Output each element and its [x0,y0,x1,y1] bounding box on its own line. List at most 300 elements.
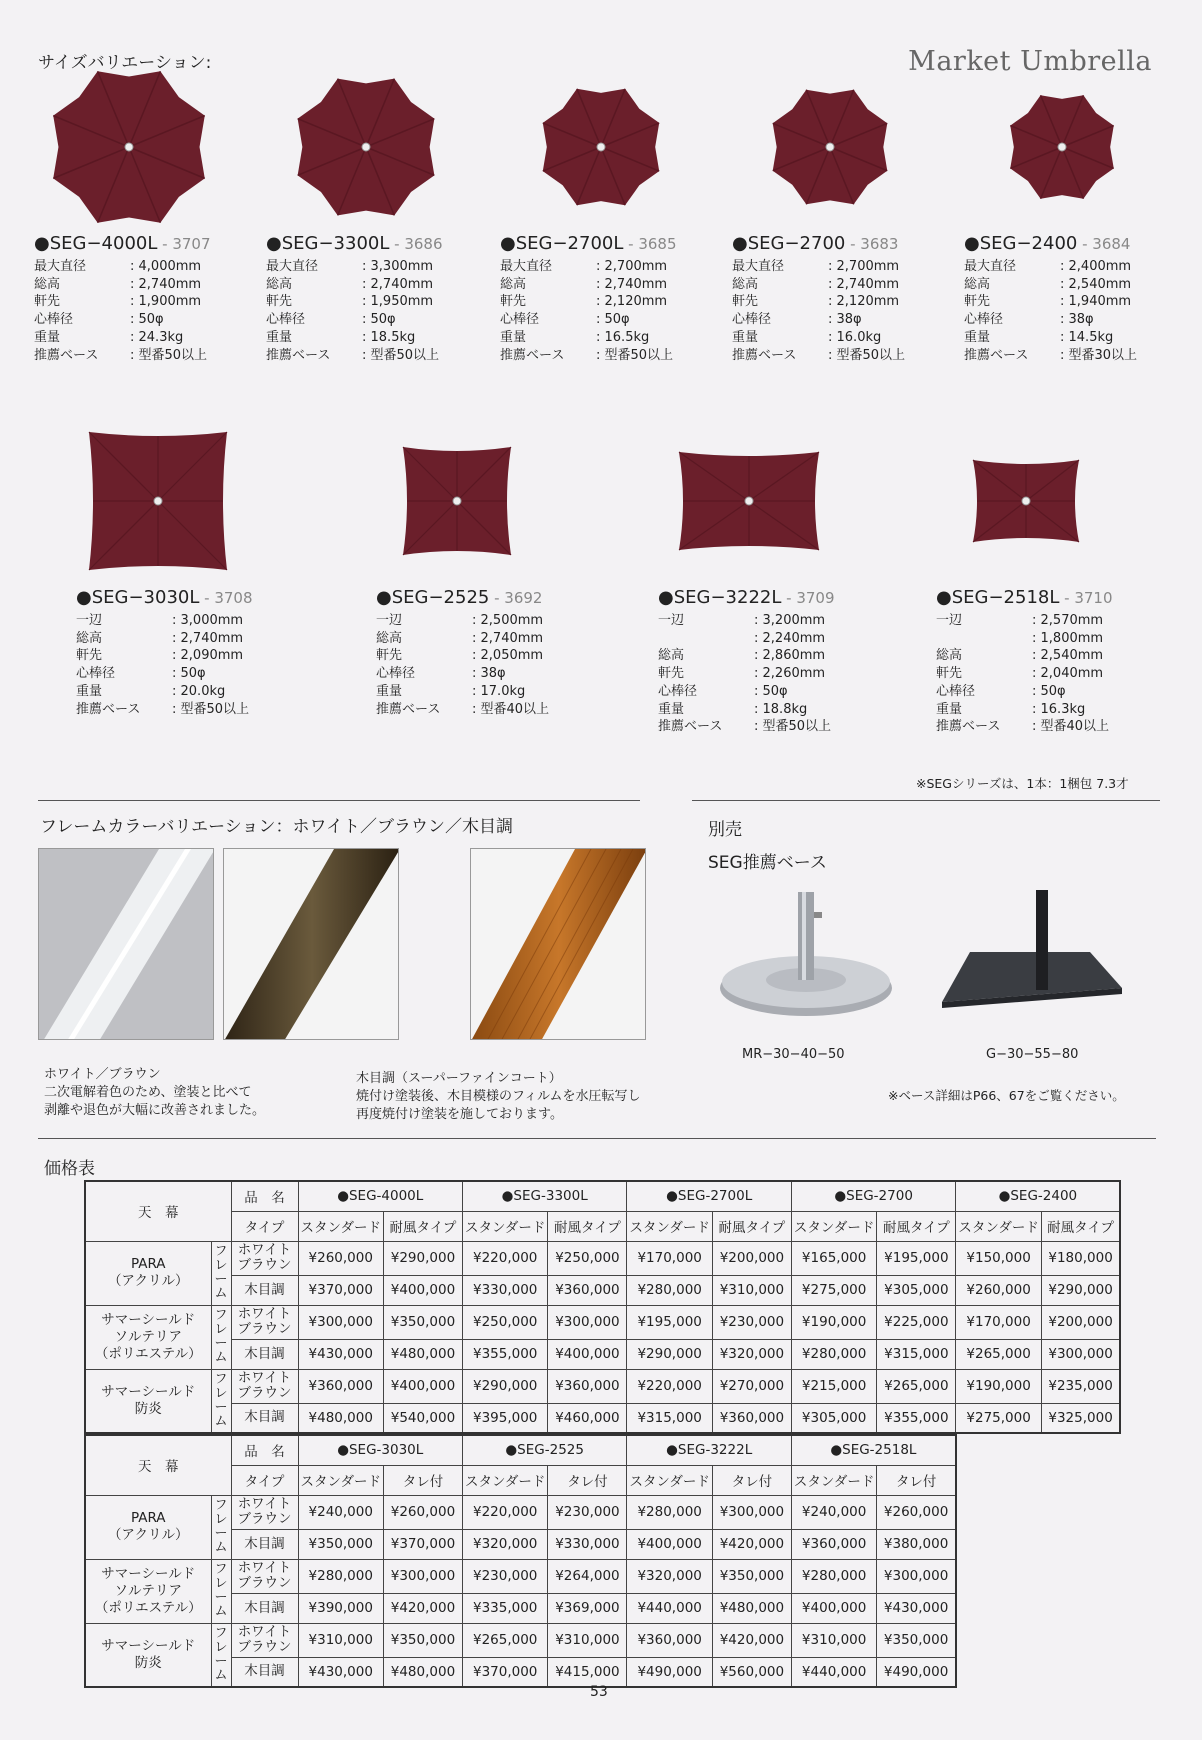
spec-label: 心棒径 [964,312,1004,328]
white-pole-image [39,849,214,1040]
model-image [266,64,496,229]
square-base-image [940,890,1130,1020]
spec-value: : 50φ [1032,683,1166,701]
spec-value: : 24.3kg [130,329,264,347]
spec-label: 総高 [500,276,527,292]
model-name-text: ●SEG−4000L [34,233,158,254]
header-type: タイプ [231,1465,298,1495]
price-cell: ¥264,000 [548,1559,627,1593]
frame-swatch-brown [223,848,399,1040]
price-cell: ¥310,000 [298,1623,383,1657]
price-cell: ¥370,000 [462,1657,547,1687]
price-cell: ¥195,000 [877,1241,956,1275]
round-base-image [718,888,898,1018]
frame-type: 木目調 [231,1657,298,1687]
price-cell: ¥350,000 [383,1623,462,1657]
type-label: スタンダード [791,1465,876,1495]
price-cell: ¥270,000 [712,1369,791,1403]
base-note: ※ベース詳細はP66、67をご覧ください。 [888,1088,1125,1103]
spec-value: : 2,040mm [1032,665,1166,683]
header-row [85,1181,1120,1211]
spec-label: 心棒径 [658,683,698,699]
spec-value: : 50φ [172,665,306,683]
price-cell: ¥195,000 [627,1305,712,1339]
price-table-2 [84,1434,957,1688]
canopy-type: サマーシールド 防炎 [85,1369,211,1433]
price-cell: ¥250,000 [462,1305,547,1339]
spec-value: : 1,800mm [1032,630,1166,648]
umbrella-canopy-image [290,71,442,223]
spec-value: : 型番30以上 [1060,347,1194,365]
spec-value: : 16.0kg [828,329,962,347]
model-card [936,418,1166,736]
spec-value: : 1,950mm [362,293,496,311]
umbrella-canopy-image [766,83,894,211]
spec-label [658,630,754,648]
spec-value: : 2,740mm [362,276,496,294]
divider-base [692,800,1160,801]
umbrella-canopy-image [536,82,666,212]
price-cell: ¥350,000 [712,1559,791,1593]
spec-value: : 38φ [828,311,962,329]
price-cell: ¥265,000 [462,1623,547,1657]
spec-label: 重量 [658,701,685,717]
spec-value: : 型番50以上 [130,347,264,365]
woodgrain-pole-image [471,849,646,1040]
price-cell: ¥200,000 [1041,1305,1120,1339]
price-cell: ¥440,000 [627,1593,712,1623]
spec-value: : 2,540mm [1032,647,1166,665]
spec-label: 重量 [964,329,991,345]
spec-label: 推薦ベース [76,701,141,717]
model-name [500,233,730,254]
model-name-text: ●SEG−2525 [376,587,490,608]
type-row [85,1211,1120,1241]
model-specs [936,612,1166,736]
frame-type: 木目調 [231,1339,298,1369]
price-cell: ¥415,000 [548,1657,627,1687]
price-cell: ¥420,000 [712,1623,791,1657]
header-tenmaku: 天 幕 [85,1181,231,1241]
price-cell: ¥170,000 [627,1241,712,1275]
frame-label: フレ ー ム [211,1305,231,1369]
spec-value: : 1,940mm [1060,293,1194,311]
frame-type: ホワイト ブラウン [231,1495,298,1529]
spec-label: 重量 [76,683,103,699]
table-row [85,1559,956,1593]
model-specs [76,612,306,718]
canopy-type: サマーシールド 防炎 [85,1623,211,1687]
model-code: - 3692 [489,589,543,607]
model-name-text: ●SEG−3030L [76,587,200,608]
frame-label: フレ ー ム [211,1623,231,1687]
canopy-type: PARA （アクリル） [85,1241,211,1305]
type-label: スタンダード [791,1211,876,1241]
price-cell: ¥305,000 [877,1275,956,1305]
spec-value: : 50φ [362,311,496,329]
table-row [85,1241,1120,1275]
frame-type: ホワイト ブラウン [231,1369,298,1403]
price-cell: ¥180,000 [1041,1241,1120,1275]
table-row [85,1275,1120,1305]
type-label: スタンダード [298,1465,383,1495]
spec-label: 最大直径 [500,259,553,274]
spec-value: : 2,700mm [828,258,962,276]
price-cell: ¥280,000 [298,1559,383,1593]
model-name-text: ●SEG−2700L [500,233,624,254]
frame-type: 木目調 [231,1403,298,1433]
price-cell: ¥325,000 [1041,1403,1120,1433]
spec-value: : 2,740mm [172,630,306,648]
frame-caption-woodgrain: 木目調（スーパーファインコート） 焼付け塗装後、木目模様のフィルムを水圧転写し 再度焼付け塗装を施しております。 [356,1071,641,1122]
model-code: - 3683 [845,235,899,253]
price-cell: ¥390,000 [298,1593,383,1623]
spec-value: : 2,260mm [754,665,888,683]
price-cell: ¥490,000 [627,1657,712,1687]
model-code: - 3686 [389,235,443,253]
spec-label: 重量 [266,329,293,345]
frame-label: フレ ー ム [211,1241,231,1305]
price-cell: ¥290,000 [383,1241,462,1275]
model-code: - 3709 [781,589,835,607]
spec-label: 総高 [936,648,963,664]
spec-value: : 型番50以上 [828,347,962,365]
model-image [936,418,1166,583]
frame-type: ホワイト ブラウン [231,1559,298,1593]
spec-value: : 14.5kg [1060,329,1194,347]
spec-label: 心棒径 [266,312,306,328]
price-cell: ¥400,000 [383,1369,462,1403]
price-cell: ¥220,000 [627,1369,712,1403]
spec-value: : 2,860mm [754,647,888,665]
umbrella-canopy-image [34,63,224,231]
price-cell: ¥420,000 [712,1529,791,1559]
model-name-text: ●SEG−2400 [964,233,1078,254]
frame-label: フレ ー ム [211,1369,231,1433]
model-name-text: ●SEG−2700 [732,233,846,254]
model-name-text: ●SEG−2518L [936,587,1060,608]
price-cell: ¥230,000 [712,1305,791,1339]
model-card [34,64,264,364]
sold-separately-label: 別売 [708,820,742,840]
price-cell: ¥560,000 [712,1657,791,1687]
price-cell: ¥350,000 [383,1305,462,1339]
table-row [85,1339,1120,1369]
frame-label: フレ ー ム [211,1495,231,1559]
frame-color-title: フレームカラーバリエーション：ホワイト／ブラウン／木目調 [40,817,513,837]
spec-label: 総高 [266,276,293,292]
spec-label: 軒先 [76,648,103,664]
type-label: スタンダード [462,1465,547,1495]
frame-swatch-white [38,848,214,1040]
price-cell: ¥315,000 [877,1339,956,1369]
price-cell: ¥215,000 [791,1369,876,1403]
price-cell: ¥240,000 [298,1495,383,1529]
price-cell: ¥310,000 [712,1275,791,1305]
spec-value: : 17.0kg [472,683,606,701]
frame-swatch-woodgrain [470,848,646,1040]
model-name [76,587,306,608]
spec-label: 一辺 [936,613,963,628]
spec-value: : 16.5kg [596,329,730,347]
price-cell: ¥220,000 [462,1241,547,1275]
price-cell: ¥430,000 [298,1657,383,1687]
header-tenmaku: 天 幕 [85,1435,231,1495]
frame-type: ホワイト ブラウン [231,1241,298,1275]
spec-value: : 型番50以上 [754,718,888,736]
round-base-name: MR−30−40−50 [742,1047,845,1062]
square-base-name: G−30−55−80 [986,1047,1079,1062]
frame-type: ホワイト ブラウン [231,1623,298,1657]
spec-label: 総高 [964,276,991,292]
price-cell: ¥480,000 [298,1403,383,1433]
model-card [964,64,1194,364]
type-label: 耐風タイプ [877,1211,956,1241]
spec-value: : 型番40以上 [1032,718,1166,736]
price-cell: ¥400,000 [791,1593,876,1623]
spec-value: : 38φ [472,665,606,683]
price-cell: ¥290,000 [1041,1275,1120,1305]
spec-value: : 2,120mm [828,293,962,311]
spec-value: : 38φ [1060,311,1194,329]
frame-type: ホワイト ブラウン [231,1305,298,1339]
type-label: スタンダード [627,1465,712,1495]
price-table-title: 価格表 [44,1159,95,1179]
model-name-text: ●SEG−3222L [658,587,782,608]
price-cell: ¥265,000 [956,1339,1041,1369]
header-model: ●SEG-3300L [462,1181,626,1211]
price-cell: ¥260,000 [877,1495,956,1529]
price-cell: ¥315,000 [627,1403,712,1433]
spec-label: 心棒径 [34,312,74,328]
model-code: - 3685 [623,235,677,253]
spec-value: : 16.3kg [1032,701,1166,719]
price-cell: ¥350,000 [877,1623,956,1657]
price-cell: ¥300,000 [712,1495,791,1529]
spec-label: 心棒径 [936,683,976,699]
price-cell: ¥305,000 [791,1403,876,1433]
spec-label: 軒先 [964,294,991,310]
type-label: スタンダード [956,1211,1041,1241]
price-cell: ¥265,000 [877,1369,956,1403]
brand-title: Market Umbrella [908,46,1152,77]
spec-label: 軒先 [266,294,293,310]
price-cell: ¥440,000 [791,1657,876,1687]
divider-frame [38,800,640,801]
price-cell: ¥310,000 [548,1623,627,1657]
price-cell: ¥330,000 [548,1529,627,1559]
spec-value: : 18.8kg [754,701,888,719]
price-cell: ¥480,000 [383,1339,462,1369]
table-row [85,1495,956,1529]
umbrella-canopy-image [970,457,1082,545]
umbrella-canopy-image [400,444,514,558]
price-table-1 [84,1180,1121,1434]
spec-value: : 3,300mm [362,258,496,276]
spec-value: : 18.5kg [362,329,496,347]
model-image [500,64,730,229]
model-code: - 3684 [1077,235,1131,253]
price-cell: ¥300,000 [877,1559,956,1593]
spec-value: : 2,240mm [754,630,888,648]
divider-price [38,1138,1156,1139]
price-cell: ¥225,000 [877,1305,956,1339]
price-cell: ¥280,000 [627,1275,712,1305]
model-image [964,64,1194,229]
frame-type: 木目調 [231,1529,298,1559]
type-label: 耐風タイプ [712,1211,791,1241]
model-card [376,418,606,718]
spec-label: 重量 [500,329,527,345]
price-cell: ¥240,000 [791,1495,876,1529]
price-cell: ¥230,000 [462,1559,547,1593]
base-title: SEG推薦ベース [708,853,827,873]
header-model: ●SEG-2700 [791,1181,955,1211]
price-cell: ¥430,000 [298,1339,383,1369]
frame-label: フレ ー ム [211,1559,231,1623]
price-cell: ¥310,000 [791,1623,876,1657]
price-cell: ¥395,000 [462,1403,547,1433]
spec-value: : 2,120mm [596,293,730,311]
spec-label: 軒先 [376,648,403,664]
price-cell: ¥150,000 [956,1241,1041,1275]
price-cell: ¥480,000 [383,1657,462,1687]
spec-label: 最大直径 [34,259,87,274]
header-model: ●SEG-2525 [462,1435,626,1465]
spec-label: 総高 [376,630,403,646]
canopy-type: PARA （アクリル） [85,1495,211,1559]
spec-label: 推薦ベース [376,701,441,717]
brown-pole-image [224,849,399,1040]
price-cell: ¥400,000 [627,1529,712,1559]
price-cell: ¥220,000 [462,1495,547,1529]
spec-label: 心棒径 [732,312,772,328]
price-cell: ¥280,000 [791,1559,876,1593]
model-code: - 3708 [199,589,253,607]
price-cell: ¥190,000 [956,1369,1041,1403]
frame-type: 木目調 [231,1275,298,1305]
price-cell: ¥275,000 [791,1275,876,1305]
price-cell: ¥300,000 [1041,1339,1120,1369]
packing-note: ※SEGシリーズは、1本：1梱包 7.3才 [916,776,1129,791]
spec-label: 最大直径 [964,259,1017,274]
spec-value: : 2,700mm [596,258,730,276]
price-cell: ¥300,000 [548,1305,627,1339]
model-specs [732,258,962,364]
spec-value: : 50φ [130,311,264,329]
spec-label: 推薦ベース [732,347,797,363]
price-cell: ¥360,000 [791,1529,876,1559]
price-cell: ¥430,000 [877,1593,956,1623]
spec-value: : 2,500mm [472,612,606,630]
price-cell: ¥320,000 [712,1339,791,1369]
header-type: タイプ [231,1211,298,1241]
spec-label: 心棒径 [76,666,116,682]
model-card [76,418,306,718]
type-label: スタンダード [462,1211,547,1241]
model-card [500,64,730,364]
spec-label: 総高 [34,276,61,292]
model-name [936,587,1166,608]
price-cell: ¥320,000 [627,1559,712,1593]
model-specs [34,258,264,364]
spec-value: : 3,000mm [172,612,306,630]
model-specs [500,258,730,364]
price-cell: ¥460,000 [548,1403,627,1433]
spec-label: 最大直径 [732,259,785,274]
spec-value: : 4,000mm [130,258,264,276]
spec-label: 一辺 [76,613,103,628]
model-image [376,418,606,583]
model-specs [376,612,606,718]
price-cell: ¥370,000 [383,1529,462,1559]
spec-label [936,630,1032,648]
spec-value: : 1,900mm [130,293,264,311]
spec-label: 一辺 [376,613,403,628]
spec-label: 軒先 [732,294,759,310]
price-cell: ¥300,000 [298,1305,383,1339]
table-row [85,1305,1120,1339]
frame-type: 木目調 [231,1593,298,1623]
price-cell: ¥200,000 [712,1241,791,1275]
spec-value: : 2,740mm [596,276,730,294]
spec-value: : 型番50以上 [362,347,496,365]
price-cell: ¥165,000 [791,1241,876,1275]
header-model: ●SEG-2518L [791,1435,955,1465]
price-cell: ¥170,000 [956,1305,1041,1339]
model-name [34,233,264,254]
header-model: ●SEG-4000L [298,1181,462,1211]
model-name [658,587,888,608]
model-card [732,64,962,364]
price-cell: ¥490,000 [877,1657,956,1687]
model-code: - 3707 [157,235,211,253]
spec-label: 総高 [658,648,685,664]
type-label: タレ付 [877,1465,956,1495]
model-card [266,64,496,364]
price-cell: ¥330,000 [462,1275,547,1305]
spec-label: 総高 [732,276,759,292]
model-specs [658,612,888,736]
table-row [85,1369,1120,1403]
price-cell: ¥350,000 [298,1529,383,1559]
price-cell: ¥290,000 [462,1369,547,1403]
type-label: スタンダード [298,1211,383,1241]
spec-value: : 50φ [754,683,888,701]
canopy-type: サマーシールド ソルテリア （ポリエステル） [85,1305,211,1369]
spec-value: : 型番50以上 [596,347,730,365]
price-cell: ¥400,000 [548,1339,627,1369]
spec-label: 軒先 [658,666,685,682]
spec-value: : 2,050mm [472,647,606,665]
type-label: 耐風タイプ [1041,1211,1120,1241]
umbrella-canopy-image [676,449,822,553]
spec-label: 総高 [76,630,103,646]
spec-label: 軒先 [936,666,963,682]
table-row [85,1403,1120,1433]
spec-value: : 2,570mm [1032,612,1166,630]
price-cell: ¥360,000 [548,1275,627,1305]
type-label: 耐風タイプ [383,1211,462,1241]
spec-value: : 2,400mm [1060,258,1194,276]
model-name-text: ●SEG−3300L [266,233,390,254]
model-image [658,418,888,583]
model-specs [964,258,1194,364]
price-cell: ¥540,000 [383,1403,462,1433]
spec-label: 重量 [936,701,963,717]
header-model: ●SEG-2700L [627,1181,791,1211]
size-variation-title: サイズバリエーション: [38,53,212,73]
